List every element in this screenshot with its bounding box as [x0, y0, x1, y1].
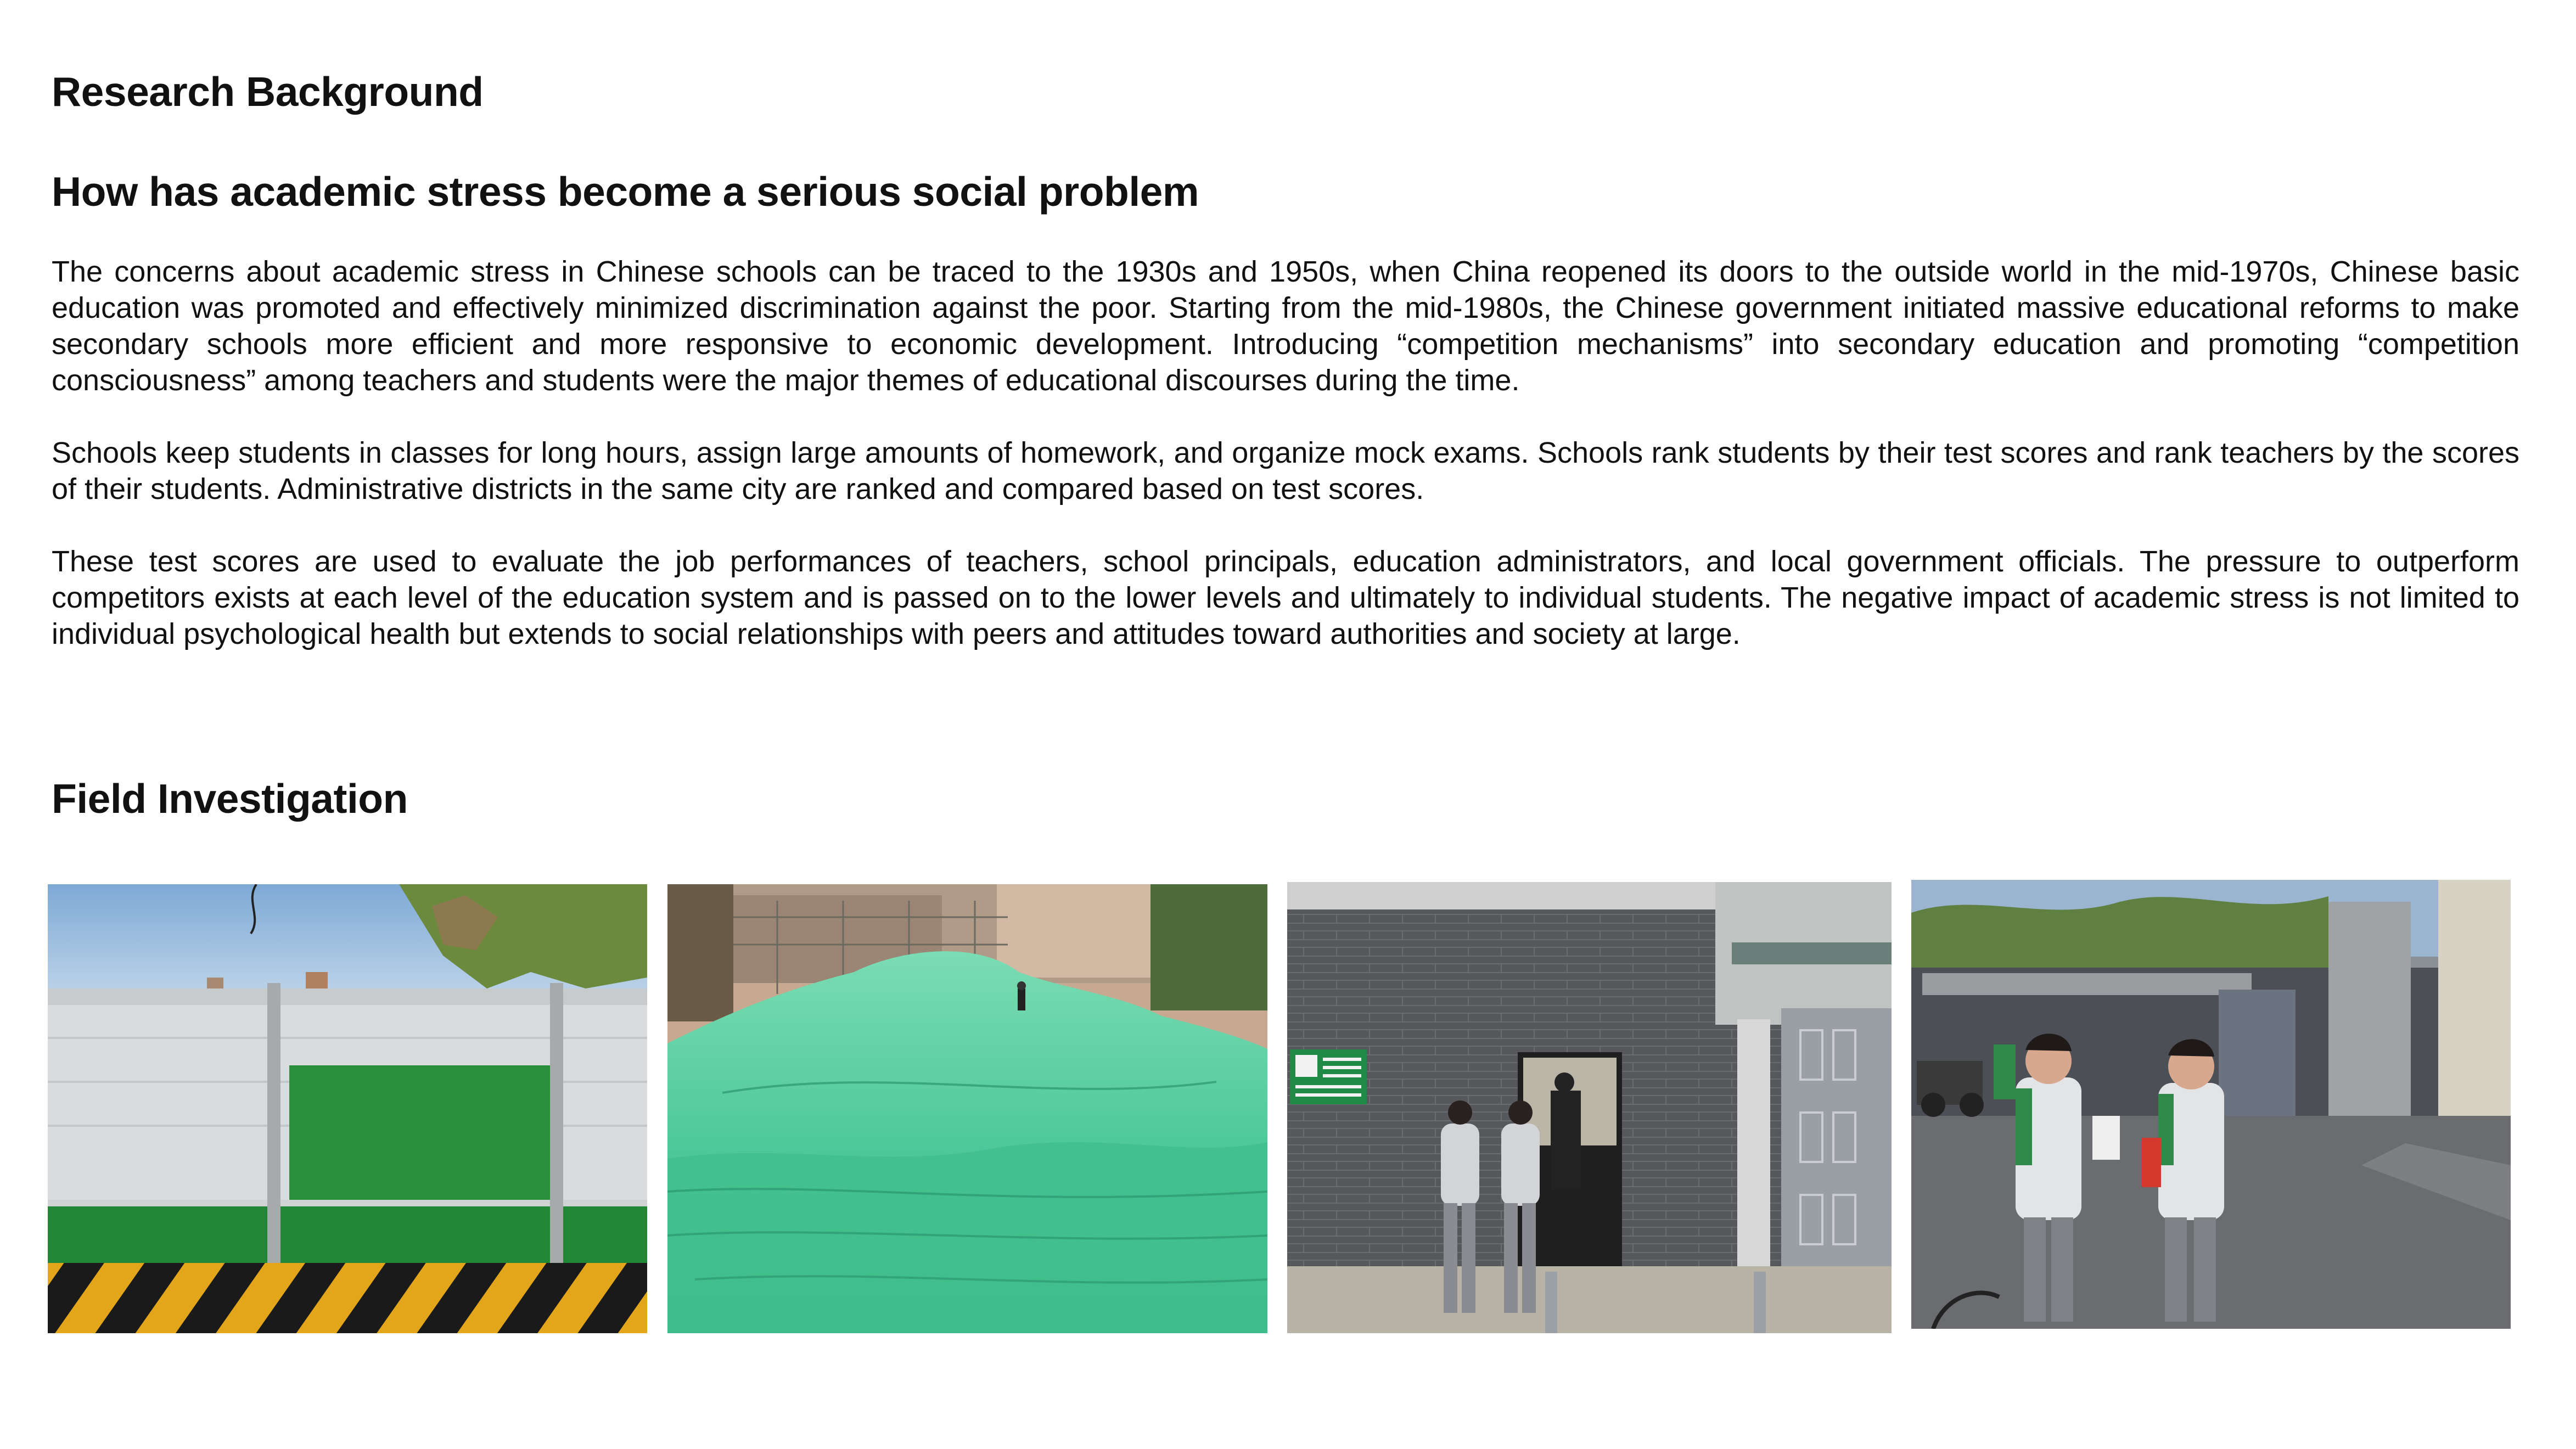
field-investigation-heading: Field Investigation [52, 776, 408, 822]
paragraph-test-scores: These test scores are used to evaluate the job performances of teachers, school principals, education administrators, and local government officials. The pressure to outperform competitors exists at each level of the education system and is passed on to the lower levels and ultimately to individual students. The negative impact of academic stress is not limited to individual psychological health but extends to social relationships with peers and attitudes toward authorities and society at large. [52, 545, 2519, 650]
school-gate-photo [1287, 882, 1892, 1333]
construction-hoarding-photo [48, 884, 647, 1333]
paragraph-school-practices: Schools keep students in classes for long hours, assign large amounts of homework, and organize mock exams. Schools rank students by their test scores and rank teachers by the scores of their students. Administrative districts in the same city are ranked and compared based on test scores. [52, 436, 2519, 506]
green-dust-net-photo [667, 884, 1267, 1333]
paragraph-history: The concerns about academic stress in Chinese schools can be traced to the 1930s and 1950s, when China reopened its doors to the outside world in the mid-1970s, Chinese basic education was promoted and effectively minimized discrimination against the poor. Starting from the mid-1980s, the Chinese government initiated massive educational reforms to make secondary schools more efficient and more responsive to economic development. Introducing “competition mechanisms” into secondary education and promoting “competition consciousness” among teachers and students were the major themes of educational discourses during the time. [52, 255, 2519, 397]
question-heading: How has academic stress become a serious social problem [52, 169, 1199, 215]
students-street-photo [1911, 880, 2511, 1329]
research-background-heading: Research Background [52, 69, 484, 115]
